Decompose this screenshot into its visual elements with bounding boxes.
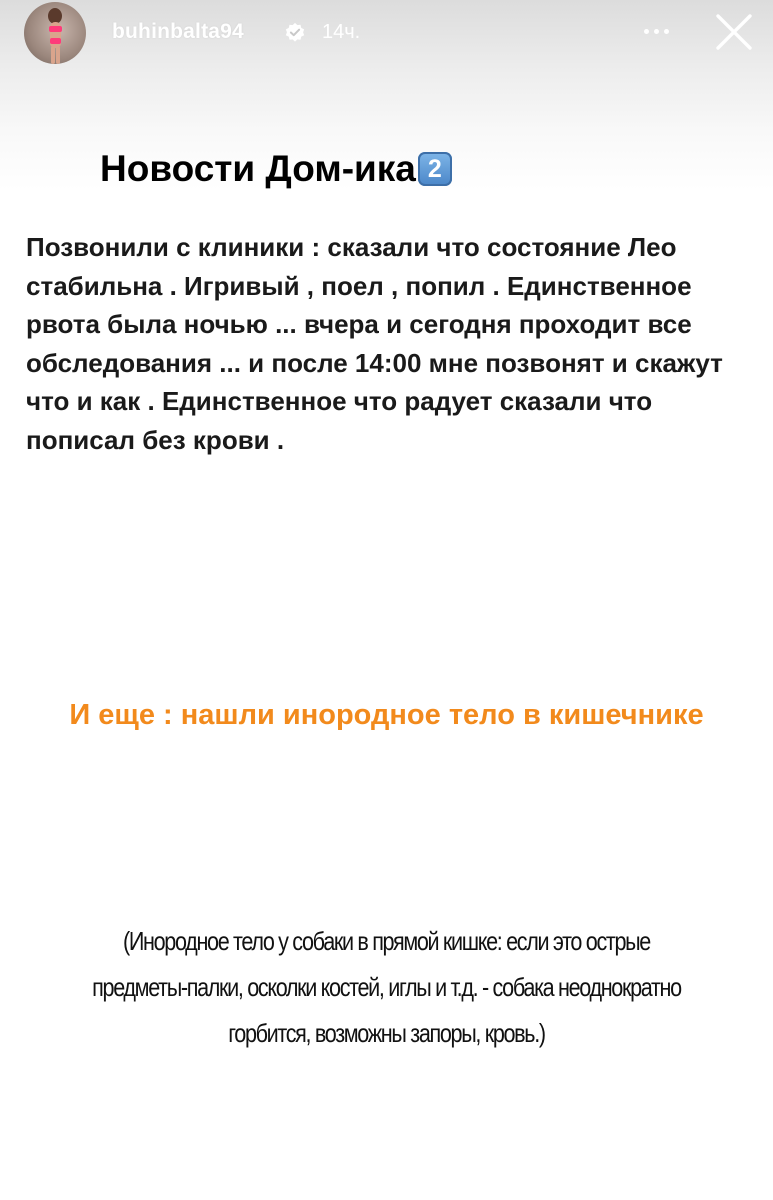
story-body-text: Позвонили с клиники : сказали что состояние Лео стабильна . Игривый , поел , попил . Единственное рвота была ночью ... вчера и сегодня проходит все обследования ... и после 14:00 мне позвонят и скажут что и как . Единственное что радует сказали что пописал без крови . (26, 232, 723, 455)
story-note-text: (Инородное тело у собаки в прямой кишке: если это острые предметы-палки, осколки костей, иглы и т.д. - собака неоднократно горбится, возможны запоры, кровь.) (92, 926, 681, 1048)
story-title (100, 148, 452, 190)
username[interactable]: buhinbalta94 (112, 20, 244, 43)
story-title-text: Новости Дом-ика (100, 148, 416, 189)
verified-badge-icon (284, 22, 306, 44)
more-horizontal-icon[interactable] (636, 14, 676, 48)
avatar[interactable] (24, 2, 86, 64)
close-icon[interactable] (710, 8, 758, 56)
story-highlight-text: И еще : нашли инородное тело в кишечнике (69, 699, 704, 731)
post-time: 14ч. (322, 21, 361, 43)
keycap-two-emoji-icon: 2 (418, 152, 452, 186)
